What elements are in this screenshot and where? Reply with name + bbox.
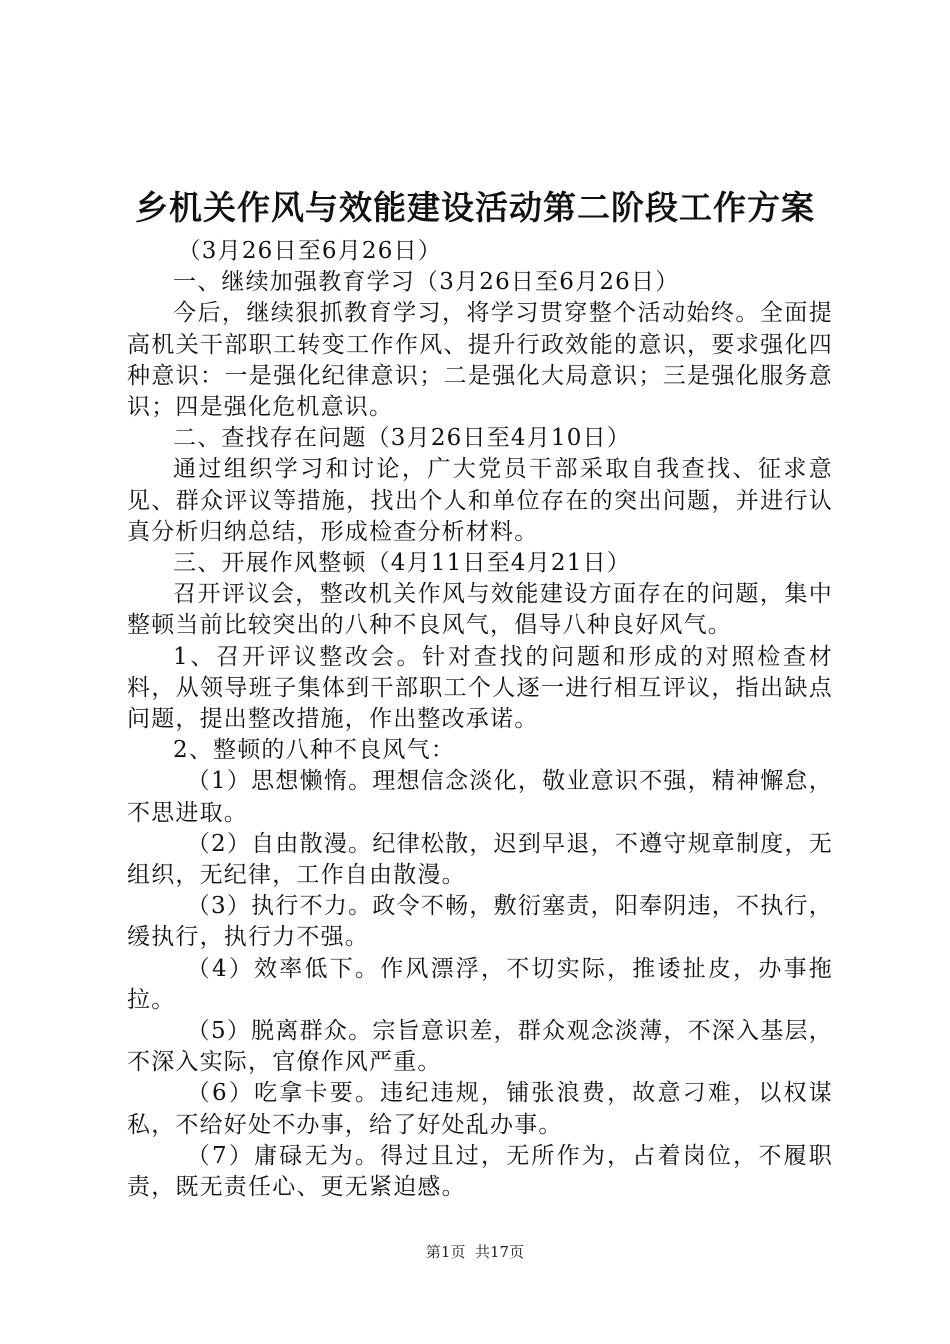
list-item-1: 1、召开评议整改会。针对查找的问题和形成的对照检查材料，从领导班子集体到干部职工个人逐一进行相互评议，指出缺点问题，提出整改措施，作出整改承诺。 — [127, 643, 833, 733]
sub-item-4: （4）效率低下。作风漂浮，不切实际，推诿扯皮，办事拖拉。 — [127, 955, 833, 1013]
sub-item-2: （2）自由散漫。纪律松散，迟到早退，不遵守规章制度，无组织，无纪律，工作自由散漫。 — [127, 830, 833, 889]
sub-item-3: （3）执行不力。政令不畅，敷衍塞责，阳奉阴违，不执行，缓执行，执行力不强。 — [127, 893, 833, 951]
sub-item-7: （7）庸碌无为。得过且过，无所作为，占着岗位，不履职责，既无责任心、更无紧迫感。 — [127, 1142, 833, 1201]
date-range-subtitle: （3月26日至6月26日） — [177, 238, 442, 264]
sub-item-5: （5）脱离群众。宗旨意识差，群众观念淡薄，不深入基层，不深入实际，官僚作风严重。 — [127, 1018, 833, 1076]
list-item-2: 2、整顿的八种不良风气： — [173, 737, 456, 764]
section-paragraph-3: 召开评议会，整改机关作风与效能建设方面存在的问题，集中整顿当前比较突出的八种不良风气，倡导八种良好风气。 — [127, 581, 833, 639]
sub-item-6: （6）吃拿卡要。违纪违规，铺张浪费，故意刁难，以权谋私，不给好处不办事，给了好处乱办事。 — [127, 1080, 833, 1138]
section-paragraph-1: 今后，继续狠抓教育学习，将学习贯穿整个活动始终。全面提高机关干部职工转变工作作风、提升行政效能的意识，要求强化四种意识：一是强化纪律意识；二是强化大局意识；三是强化服务意识；四是强化危机意识。 — [127, 300, 833, 421]
page-number: 第1页 共17页 — [425, 1243, 525, 1261]
document-body — [127, 236, 833, 1203]
section-heading-2: 二、查找存在问题（3月26日至4月10日） — [173, 425, 631, 452]
sub-item-1: （1）思想懒惰。理想信念淡化，敬业意识不强，精神懈怠，不思进取。 — [127, 768, 833, 826]
document-title: 乡机关作风与效能建设活动第二阶段工作方案 — [135, 188, 815, 227]
section-heading-3: 三、开展作风整顿（4月11日至4月21日） — [173, 550, 631, 577]
section-paragraph-2: 通过组织学习和讨论，广大党员干部采取自我查找、征求意见、群众评议等措施，找出个人和单位存在的突出问题，并进行认真分析归纳总结，形成检查分析材料。 — [127, 456, 833, 545]
section-heading-1: 一、继续加强教育学习（3月26日至6月26日） — [173, 269, 680, 296]
page-footer — [0, 1242, 950, 1262]
